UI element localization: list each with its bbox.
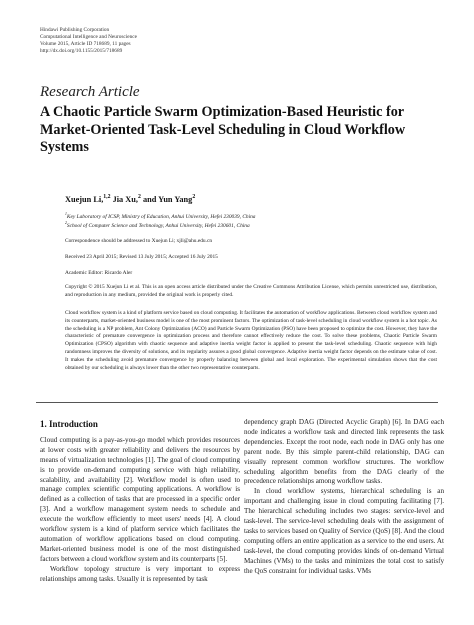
author-3: and Yun Yang [140, 195, 193, 204]
publisher-line: Hindawi Publishing Corporation [40, 27, 110, 33]
copyright-notice: Copyright © 2015 Xuejun Li et al. This is an open access article distributed under the Creative Commons Attribution License, which permits unrestricted use, distribution, and reproduction in any medium, provided the original work is properly cited. [65, 284, 437, 298]
affiliation-1 [65, 213, 256, 222]
left-column [40, 420, 240, 585]
affiliation-2-text: School of Computer Science and Technology, Anhui University, Hefei 230601, China [66, 223, 250, 229]
article-type: Research Article [40, 84, 140, 100]
correspondence: Correspondence should be addressed to Xuejun Li; xjli@ahu.edu.cn [65, 238, 213, 244]
author-list [65, 195, 195, 204]
volume-line: Volume 2015, Article ID 718689, 11 pages [40, 41, 131, 47]
journal-header [40, 27, 137, 55]
journal-name: Computational Intelligence and Neuroscience [40, 34, 137, 40]
author-2: Jia Xu, [110, 195, 138, 204]
intro-paragraph-2: Workflow topology structure is very important to express relationships among tasks. Usually it is represented by task [40, 564, 240, 583]
academic-editor: Academic Editor: Ricardo Aler [65, 270, 133, 276]
affiliation-2 [65, 222, 256, 231]
author-3-affil: 2 [192, 194, 196, 201]
section-heading: 1. Introduction [40, 419, 98, 429]
section-divider [36, 402, 438, 403]
author-1: Xuejun Li, [65, 195, 104, 204]
affiliation-2-mark: 2 [65, 221, 67, 226]
author-2-affil: 2 [137, 194, 141, 201]
doi-link[interactable]: http://dx.doi.org/10.1155/2015/718689 [40, 48, 123, 54]
affiliation-1-text: Key Laboratory of ICSP, Ministry of Education, Anhui University, Hefei 230039, China [66, 214, 256, 220]
intro-paragraph-1: Cloud computing is a pay-as-you-go model which provides resources at lower costs with greater reliability and delivers the resources by means of virtualization technologies [1]. The goal of cloud computing is to provide on-demand computing service with high reliability, scalability, and availability [2]. Workflow model is often used to manage complex scientific computing applications. A workflow is defined as a collection of tasks that are processed in a specific order [3]. And a workflow management system needs to schedule and execute the workflow efficiently to meet users' needs [4]. A cloud workflow system is a kind of platform service which facilitates the automation of workflow applications based on cloud computing. Market-oriented business model is one of the most distinguished factors between a cloud workflow system and its counterparts [5]. [40, 435, 240, 563]
received-dates: Received 23 April 2015; Revised 13 July 2015; Accepted 16 July 2015 [65, 254, 218, 260]
author-1-affil: 1,2 [103, 194, 111, 201]
intro-paragraph-3: dependency graph DAG (Directed Acyclic Graph) [6]. In DAG each node indicates a workflow task and directed link represents the task dependencies. Except the root node, each node in DAG only has one parent node. By this simple parent-child relationship, DAG can visually represent common workflow structures. The workflow scheduling algorithm benefits from the DAG clearly of the precedence relationships among workflow tasks. [244, 418, 444, 486]
affiliations [65, 213, 256, 231]
intro-paragraph-4: In cloud workflow systems, hierarchical scheduling is an important and challenging issue in cloud computing facilitating [7]. The hierarchical scheduling includes two stages: service-level and task-level. The service-level scheduling deals with the assignment of tasks to services based on Quality of Service (QoS) [8]. And the cloud computing offers an entire application as a service to the end users. At task-level, the cloud computing provides kinds of on-demand Virtual Machines (VMs) to the tasks and minimizes the total cost to satisfy the QoS constraint for individual tasks. VMs [244, 487, 444, 575]
right-column [244, 418, 444, 577]
affiliation-1-mark: 1 [65, 212, 67, 217]
abstract: Cloud workflow system is a kind of platform service based on cloud computing. It facilitates the automation of workflow applications. Between cloud workflow system and its counterparts, market-oriented business model is one of the most prominent factors. The optimization of task-level scheduling in cloud workflow system is a hot topic. As the scheduling is a NP problem, Ant Colony Optimization (ACO) and Particle Swarm Optimization (PSO) have been proposed to optimize the cost. However, they have the characteristic of premature convergence in optimization process and therefore cannot effectively reduce the cost. To solve these problems, Chaotic Particle Swarm Optimization (CPSO) algorithm with chaotic sequence and adaptive inertia weight factor is applied to present the task-level scheduling. Chaotic sequence with high randomness improves the diversity of solutions, and its regularity assures a good global convergence. Adaptive inertia weight factor depends on the estimate value of cost. It makes the scheduling avoid premature convergence by properly balancing between global and local exploration. The experimental simulation shows that the cost obtained by our scheduling is always lower than the other two representative counterparts. [65, 310, 437, 371]
paper-title: A Chaotic Particle Swarm Optimization-Based Heuristic for Market-Oriented Task-Level Scheduling in Cloud Workflow Systems [40, 104, 406, 155]
